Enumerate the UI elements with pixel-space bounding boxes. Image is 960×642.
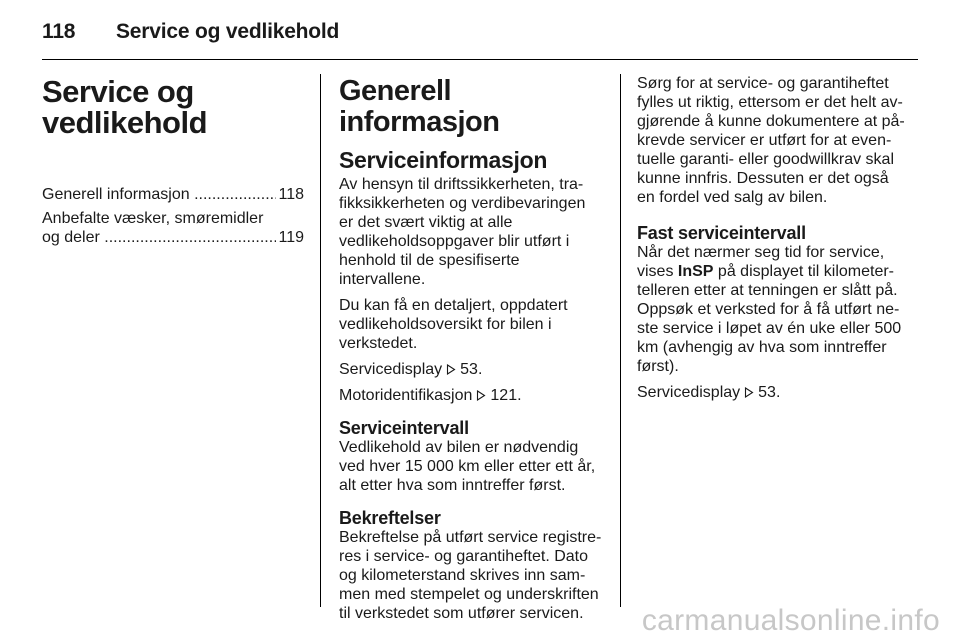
heading-serviceintervall: Serviceintervall [339,418,469,438]
reference-servicedisplay-2[interactable] [637,383,905,402]
reference-text: Motoridentifikasjon [339,387,473,404]
reference-page: 53. [460,361,483,378]
toc-column [42,74,304,252]
reference-motoridentifikasjon[interactable] [339,386,603,405]
page-reference-icon [744,387,754,398]
section-title: Generell informasjon [339,75,500,138]
heading-fast-serviceintervall: Fast serviceintervall [637,223,806,243]
toc-entry-general-info[interactable] [42,185,304,204]
header-rule [42,59,918,60]
text-segment: på displayet til kilometertelleren etter at tenningen er slått på. Oppsøk et verksted for å få utført neste service i løpet av én uke eller 500 km (avhengig av hva som inntreffer først). [637,263,902,375]
reference-servicedisplay[interactable] [339,360,603,379]
page-reference-icon [476,390,486,401]
paragraph-confirmations: Bekreftelse på utført service registreres i service- og garantiheftet. Dato og kilometerstand skrives inn sammen med stempelet og underskriften til verkstedet som utfører servicen. [339,529,602,622]
right-column [637,74,905,409]
toc-entry-label-cont: og deler ..... [42,228,276,247]
running-title: Service og vedlikehold [116,20,340,43]
column-divider-1 [320,74,321,607]
reference-text: Servicedisplay [637,384,741,401]
page-number: 118 [42,20,76,43]
chapter-title-line-1: Service og [42,74,194,109]
toc-entry-page: 119 [278,229,304,246]
paragraph-service-booklet: Sørg for at service- og garantiheftet fylles ut riktig, ettersom er det helt avgjørende å kunne dokumentere at påkrevde servicer er utført for at eventuelle garanti- eller goodwillkrav skal kunne innfris. Dessuten er det også en fordel ved salg av bilen. [637,75,905,206]
paragraph-fixed-interval [637,243,905,376]
subsection-title: Serviceinformasjon [339,147,548,173]
toc-entry-label: Anbefalte væsker, smøremidler [42,210,264,227]
insp-indicator: InSP [677,263,714,280]
toc-entry-label: Generell informasjon ..... [42,185,276,204]
paragraph-interval: Vedlikehold av bilen er nødvendig ved hver 15 000 km eller etter ett år, alt etter hva som inntreffer først. [339,439,596,494]
column-divider-2 [620,74,621,607]
chapter-title [42,76,304,138]
paragraph-intro: Av hensyn til driftssikkerheten, trafikksikkerheten og verdibevaringen er det svært viktig at alle vedlikeholdsoppgaver blir utført i henhold til de spesifiserte intervallene. [339,176,586,288]
toc-entry-recommended-fluids[interactable] [42,209,304,247]
reference-page: 53. [758,384,781,401]
reference-text: Servicedisplay [339,361,443,378]
chapter-title-line-2: vedlikehold [42,105,208,140]
page-header [42,20,339,44]
toc-entry-page: 118 [278,186,304,203]
heading-bekreftelser: Bekreftelser [339,508,441,528]
page-reference-icon [446,364,456,375]
reference-page: 121. [490,387,522,404]
paragraph-overview: Du kan få en detaljert, oppdatert vedlikeholdsoversikt for bilen i verkstedet. [339,297,568,352]
text-segment: Når det nærmer seg tid for service, vises [637,244,885,280]
main-column [339,74,603,623]
watermark: carmanualsonline.info [641,604,940,637]
